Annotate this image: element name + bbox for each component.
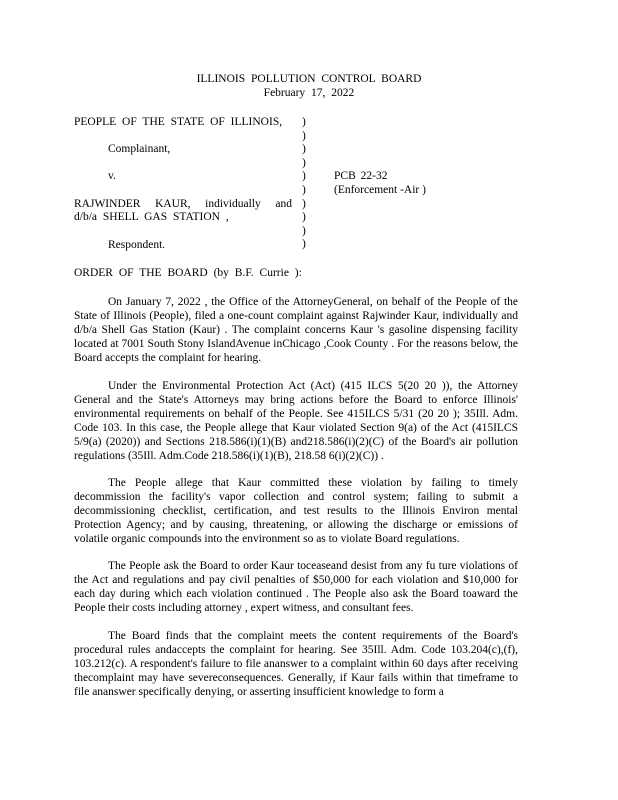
caption-paren: ) — [302, 183, 306, 196]
caption-paren: ) — [302, 211, 306, 224]
caption-defendant: RAJWINDER KAUR, individually and d/b/a SHELL GAS STATION , — [74, 198, 292, 223]
order-title: ORDER OF THE BOARD (by B.F. Currie ): — [74, 267, 302, 279]
case-number: PCB 22-32 — [334, 170, 388, 182]
caption-paren: ) — [302, 129, 306, 142]
caption-plaintiff-role: Complainant, — [108, 143, 171, 155]
case-type: (Enforcement -Air ) — [334, 184, 426, 196]
caption-versus: v. — [108, 170, 116, 182]
body-paragraph: The People ask the Board to order Kaur toceaseand desist from any fu ture violations of the Act and regulations and pay civil penalties of $50,000 for each violation and $10,000 for each day during which each violation continued . The People also ask the Board toaward the People their costs including attorney , expert witness, and consultant fees. — [74, 560, 518, 614]
body-paragraph: Under the Environmental Protection Act (Act) (415 ILCS 5(20 20 )), the Attorney General and the State's Attorneys may bring actions before the Board to enforce Illinois' environmental requirements on behalf of the People. See 415ILCS 5/31 (20 20 ); 35Ill. Adm. Code 103. In this case, the People allege that Kaur violated Section 9(a) of the Act (415ILCS 5/9(a) (2020)) and Sections 218.586(i)(1)(B) and218.586(i)(2)(C) of the Board's air pollution regulations (35Ill. Adm.Code 218.586(i)(1)(B), 218.58 6(i)(2)(C)) . — [74, 380, 518, 462]
caption-defendant-role: Respondent. — [108, 239, 166, 251]
caption-plaintiff: PEOPLE OF THE STATE OF ILLINOIS, — [74, 116, 283, 128]
caption-paren: ) — [302, 224, 306, 237]
order-date: February 17, 2022 — [263, 87, 355, 99]
body-paragraph: The People allege that Kaur committed these violation by failing to timely decommission the facility's vapor collection and control system; failing to submit a decommissioning checklist, certification, and test results to the Illinois Environ mental Protection Agency; and by causing, threatening, or allowing the discharge or emissions of volatile organic compounds into the environment so as to violate Board regulations. — [74, 477, 518, 545]
body-paragraph: On January 7, 2022 , the Office of the AttorneyGeneral, on behalf of the People of the State of Illinois (People), filed a one-count complaint against Rajwinder Kaur, individually and d/b/a Shell Gas Station (Kaur) . The complaint concerns Kaur 's gasoline dispensing facility located at 7001 South Stony IslandAvenue inChicago ,Cook County . For the reasons below, the Board accepts the complaint for hearing. — [74, 296, 518, 364]
caption-paren: ) — [302, 116, 306, 128]
caption-paren: ) — [302, 197, 306, 210]
agency-name: ILLINOIS POLLUTION CONTROL BOARD — [196, 73, 422, 85]
caption-paren: ) — [302, 238, 306, 251]
caption-paren: ) — [302, 170, 306, 183]
caption-divider — [302, 116, 310, 252]
caption-paren: ) — [302, 156, 306, 169]
body-paragraph: The Board finds that the complaint meets the content requirements of the Board's procedural rules andaccepts the complaint for hearing. See 35Ill. Adm. Code 103.204(c),(f), 103.212(c). A respondent's failure to file ananswer to a complaint within 60 days after receiving thecomplaint may have severeconsequences. Generally, if Kaur fails within that timeframe to file ananswer specifically denying, or asserting insufficient knowledge to form a — [74, 630, 518, 698]
caption-paren: ) — [302, 143, 306, 156]
